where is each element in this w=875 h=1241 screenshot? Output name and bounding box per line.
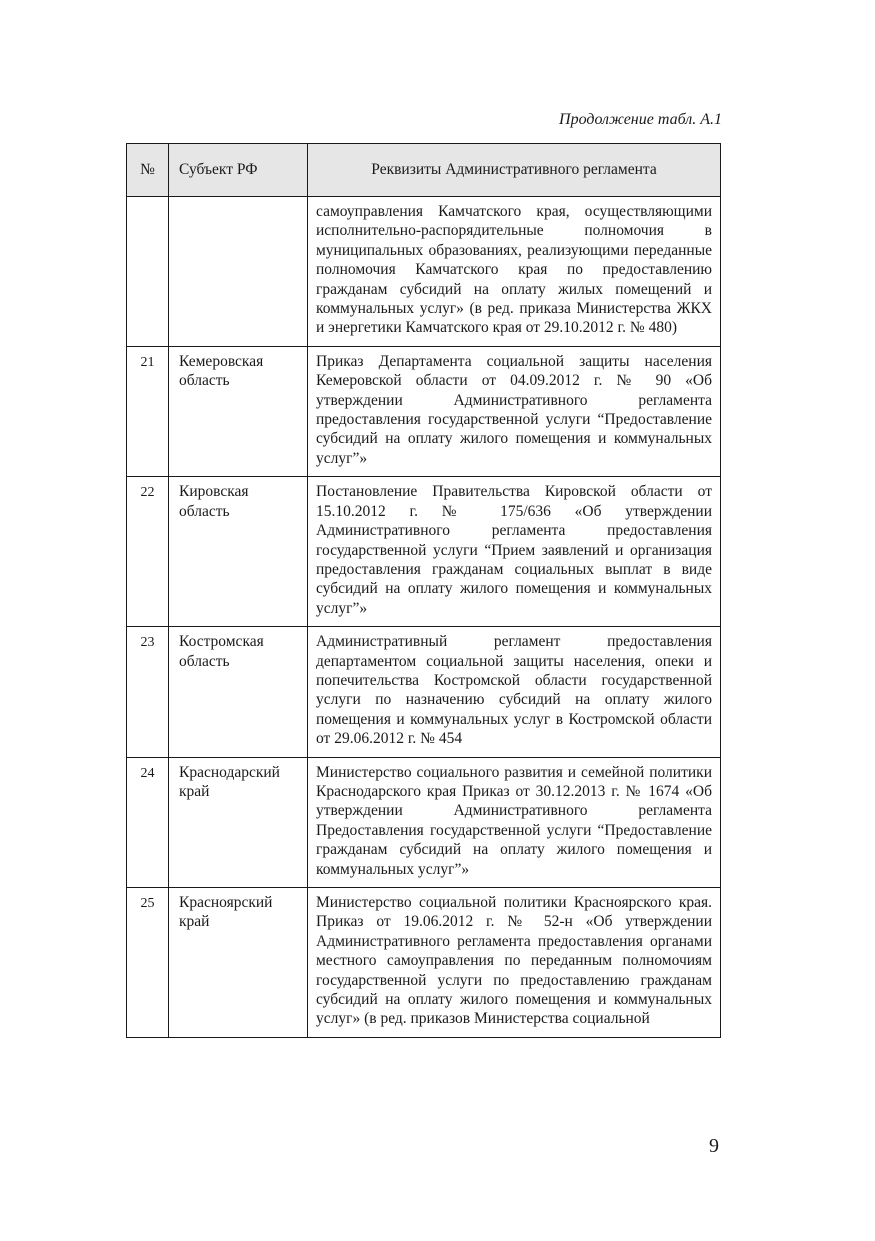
row-details: Административный регламент предоставления департаментом социальной защиты населения, опеки и попечительства Костромской области государственной услуги по назначению субсидий на оплату жилого помещения и коммунальных услуг в Костромской области от 29.06.2012 г. № 454 (308, 627, 721, 757)
row-number: 21 (127, 346, 169, 476)
row-subject (169, 197, 308, 347)
table-row (127, 197, 721, 347)
row-details: Постановление Правительства Кировской области от 15.10.2012 г. № 175/636 «Об утверждении Административного регламента предоставления государственной услуги “Прием заявлений и организация предоставления гражданам социальных выплат в виде субсидий на оплату жилого помещения и коммунальных услуг”» (308, 477, 721, 627)
row-number: 25 (127, 888, 169, 1038)
row-details: самоуправления Камчатского края, осуществляющими исполнительно-распорядительные полномочия в муниципальных образованиях, реализующими переданные полномочия Камчатского края по предоставлению гражданам субсидий на оплату жилых помещений и коммунальных услуг» (в ред. приказа Министерства ЖКХ и энергетики Камчатского края от 29.10.2012 г. № 480) (308, 197, 721, 347)
column-header-details: Реквизиты Административного регламента (308, 144, 721, 197)
column-header-subject: Субъект РФ (169, 144, 308, 197)
table-row (127, 477, 721, 627)
row-number: 23 (127, 627, 169, 757)
row-subject: Кировская область (169, 477, 308, 627)
row-details: Министерство социальной политики Красноярского края. Приказ от 19.06.2012 г. № 52-н «Об утверждении Административного регламента предоставления органами местного самоуправления по переданным полномочиям государственной услуги по предоставлению гражданам субсидий на оплату жилого помещения и коммунальных услуг» (в ред. приказов Министерства социальной (308, 888, 721, 1038)
row-subject: Краснодарский край (169, 757, 308, 887)
page-number: 9 (709, 1135, 719, 1157)
table-row (127, 346, 721, 476)
table-row (127, 627, 721, 757)
row-number: 24 (127, 757, 169, 887)
table-row (127, 888, 721, 1038)
column-header-number: № (127, 144, 169, 197)
row-number (127, 197, 169, 347)
row-details: Министерство социального развития и семейной политики Краснодарского края Приказ от 30.12.2013 г. № 1674 «Об утверждении Административного регламента Предоставления государственной услуги “Предоставление гражданам субсидий на оплату жилого помещения и коммунальных услуг”» (308, 757, 721, 887)
row-subject: Костромская область (169, 627, 308, 757)
row-number: 22 (127, 477, 169, 627)
regulations-table (126, 143, 721, 1038)
row-subject: Кемеровская область (169, 346, 308, 476)
table-row (127, 757, 721, 887)
row-details: Приказ Департамента социальной защиты населения Кемеровской области от 04.09.2012 г. № 90 «Об утверждении Административного регламента предоставления государственной услуги “Предоставление субсидий на оплату жилого помещения и коммунальных услуг”» (308, 346, 721, 476)
table-header-row (127, 144, 721, 197)
row-subject: Красноярский край (169, 888, 308, 1038)
table-continuation-caption: Продолжение табл. А.1 (559, 111, 722, 128)
